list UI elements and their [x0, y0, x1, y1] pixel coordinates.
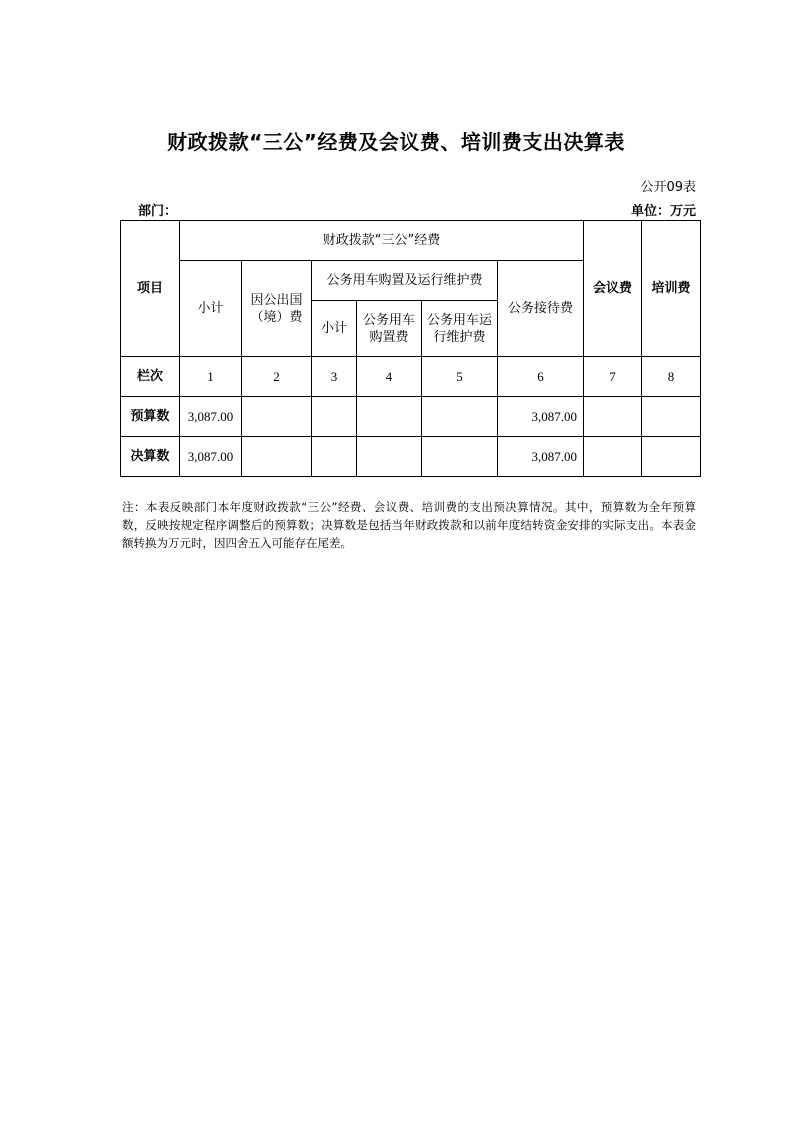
header-outbound: 因公出国（境）费: [242, 261, 312, 357]
column-row-label: 栏次: [121, 357, 180, 397]
final-subtotal-cell: 3,087.00: [180, 437, 242, 477]
final-training-cell: [642, 437, 701, 477]
column-number: 5: [422, 357, 498, 397]
column-number: 8: [642, 357, 701, 397]
table-title: 财政拨款“三公”经费及会议费、培训费支出决算表: [167, 130, 625, 154]
budget-meeting-cell: [584, 397, 642, 437]
header-item: 项目: [121, 221, 180, 357]
row-label-final: 决算数: [121, 437, 180, 477]
final-outbound-cell: [242, 437, 312, 477]
budget-training-cell: [642, 397, 701, 437]
final-meeting-cell: [584, 437, 642, 477]
column-number: 3: [312, 357, 357, 397]
budget-outbound-cell: [242, 397, 312, 437]
header-training: 培训费: [642, 221, 701, 357]
table-row: [121, 437, 701, 477]
final-vehicle-subtotal-cell: [312, 437, 357, 477]
header-meeting: 会议费: [584, 221, 642, 357]
header-vehicle-group: 公务用车购置及运行维护费: [312, 261, 498, 301]
form-number: 公开09表: [640, 180, 696, 195]
final-reception-cell: 3,087.00: [498, 437, 584, 477]
column-number: 2: [242, 357, 312, 397]
table-note: 注：本表反映部门本年度财政拨款“三公”经费、会议费、培训费的支出预决算情况。其中，预算数为全年预算数，反映按规定程序调整后的预算数；决算数是包括当年财政拨款和以前年度结转资金安排的实际支出。本表金额转换为万元时，因四舍五入可能存在尾差。: [122, 500, 696, 550]
budget-vehicle-purchase-cell: [357, 397, 422, 437]
budget-reception-cell: 3,087.00: [498, 397, 584, 437]
budget-vehicle-subtotal-cell: [312, 397, 357, 437]
header-reception: 公务接待费: [498, 261, 584, 357]
header-subtotal: 小计: [180, 261, 242, 357]
final-vehicle-operation-cell: [422, 437, 498, 477]
header-vehicle-purchase: 公务用车购置费: [357, 301, 422, 357]
column-number: 1: [180, 357, 242, 397]
row-label-budget: 预算数: [121, 397, 180, 437]
department-label: 部门：: [138, 204, 178, 219]
column-number: 4: [357, 357, 422, 397]
header-vehicle-operation: 公务用车运行维护费: [422, 301, 498, 357]
budget-vehicle-operation-cell: [422, 397, 498, 437]
expenditure-table: [120, 220, 701, 477]
header-three-public-total: 财政拨款“三公”经费: [180, 221, 584, 261]
table-row: [121, 397, 701, 437]
final-vehicle-purchase-cell: [357, 437, 422, 477]
column-number: 6: [498, 357, 584, 397]
column-number: 7: [584, 357, 642, 397]
budget-subtotal-cell: 3,087.00: [180, 397, 242, 437]
unit-label: 单位：万元: [630, 204, 696, 219]
header-vehicle-subtotal: 小计: [312, 301, 357, 357]
